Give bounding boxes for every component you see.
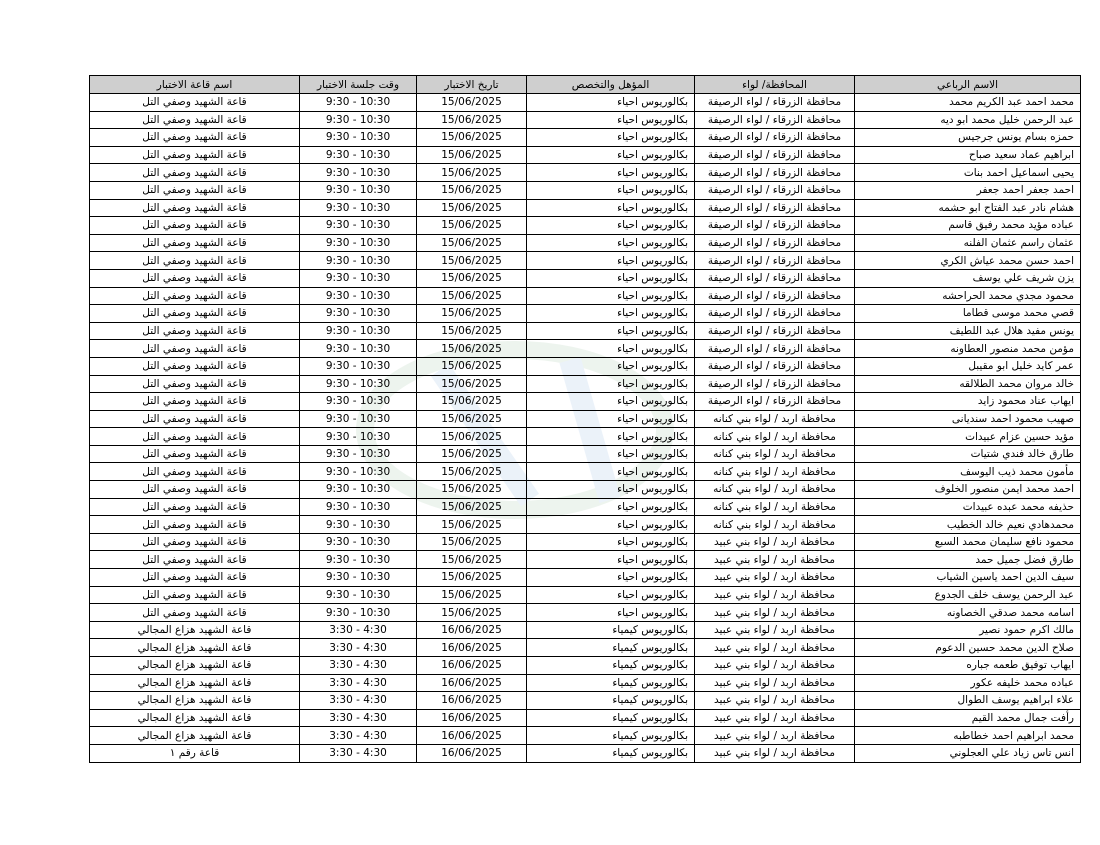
cell-governorate: محافظة اربد / لواء بني عبيد [695, 551, 855, 569]
cell-governorate: محافظة اربد / لواء بني كنانه [695, 428, 855, 446]
cell-hall: قاعة الشهيد وصفي التل [90, 305, 300, 323]
table-row [90, 217, 1081, 235]
cell-time: 9:30 - 10:30 [300, 269, 417, 287]
cell-date: 15/06/2025 [417, 322, 527, 340]
cell-qualification: بكالوريوس احياء [527, 516, 695, 534]
cell-hall: قاعة الشهيد وصفي التل [90, 217, 300, 235]
cell-name: ابراهيم عماد سعيد صباح [855, 146, 1081, 164]
cell-date: 16/06/2025 [417, 674, 527, 692]
cell-time: 3:30 - 4:30 [300, 639, 417, 657]
table-row [90, 445, 1081, 463]
table-row [90, 744, 1081, 762]
cell-date: 15/06/2025 [417, 234, 527, 252]
cell-governorate: محافظة الزرقاء / لواء الرصيفة [695, 375, 855, 393]
cell-name: ايهاب توفيق طعمه جباره [855, 657, 1081, 675]
table-row [90, 516, 1081, 534]
table-row [90, 287, 1081, 305]
cell-governorate: محافظة الزرقاء / لواء الرصيفة [695, 94, 855, 112]
table-row [90, 252, 1081, 270]
table-row [90, 692, 1081, 710]
cell-hall: قاعة الشهيد وصفي التل [90, 199, 300, 217]
cell-date: 15/06/2025 [417, 164, 527, 182]
cell-governorate: محافظة الزرقاء / لواء الرصيفة [695, 217, 855, 235]
cell-governorate: محافظة الزرقاء / لواء الرصيفة [695, 181, 855, 199]
cell-time: 3:30 - 4:30 [300, 674, 417, 692]
cell-time: 9:30 - 10:30 [300, 217, 417, 235]
cell-time: 3:30 - 4:30 [300, 657, 417, 675]
cell-qualification: بكالوريوس احياء [527, 322, 695, 340]
cell-time: 9:30 - 10:30 [300, 428, 417, 446]
cell-time: 9:30 - 10:30 [300, 234, 417, 252]
table-row [90, 551, 1081, 569]
cell-date: 15/06/2025 [417, 129, 527, 147]
cell-date: 15/06/2025 [417, 94, 527, 112]
cell-time: 9:30 - 10:30 [300, 94, 417, 112]
cell-hall: قاعة الشهيد وصفي التل [90, 498, 300, 516]
cell-time: 9:30 - 10:30 [300, 357, 417, 375]
cell-time: 9:30 - 10:30 [300, 463, 417, 481]
cell-time: 3:30 - 4:30 [300, 727, 417, 745]
table-row [90, 604, 1081, 622]
cell-hall: قاعة الشهيد وصفي التل [90, 322, 300, 340]
cell-governorate: محافظة الزرقاء / لواء الرصيفة [695, 322, 855, 340]
cell-hall: قاعة الشهيد وصفي التل [90, 551, 300, 569]
cell-time: 9:30 - 10:30 [300, 551, 417, 569]
cell-governorate: محافظة الزرقاء / لواء الرصيفة [695, 287, 855, 305]
cell-date: 15/06/2025 [417, 481, 527, 499]
table-row [90, 428, 1081, 446]
cell-governorate: محافظة اربد / لواء بني عبيد [695, 604, 855, 622]
cell-governorate: محافظة اربد / لواء بني عبيد [695, 674, 855, 692]
cell-qualification: بكالوريوس احياء [527, 604, 695, 622]
cell-qualification: بكالوريوس احياء [527, 410, 695, 428]
cell-hall: قاعة الشهيد وصفي التل [90, 604, 300, 622]
cell-date: 15/06/2025 [417, 252, 527, 270]
cell-time: 9:30 - 10:30 [300, 445, 417, 463]
cell-qualification: بكالوريوس احياء [527, 533, 695, 551]
cell-name: محمود مجدي محمد الحراحشه [855, 287, 1081, 305]
cell-qualification: بكالوريوس احياء [527, 269, 695, 287]
cell-time: 9:30 - 10:30 [300, 516, 417, 534]
cell-time: 9:30 - 10:30 [300, 498, 417, 516]
table-row [90, 657, 1081, 675]
cell-time: 9:30 - 10:30 [300, 569, 417, 587]
table-header-row [90, 76, 1081, 94]
cell-date: 15/06/2025 [417, 604, 527, 622]
cell-hall: قاعة الشهيد وصفي التل [90, 94, 300, 112]
table-row [90, 375, 1081, 393]
cell-hall: قاعة الشهيد وصفي التل [90, 481, 300, 499]
cell-governorate: محافظة الزرقاء / لواء الرصيفة [695, 252, 855, 270]
cell-name: هشام نادر عبد الفتاح ابو حشمه [855, 199, 1081, 217]
header-qualification: المؤهل والتخصص [527, 76, 695, 94]
cell-date: 15/06/2025 [417, 551, 527, 569]
cell-governorate: محافظة الزرقاء / لواء الرصيفة [695, 234, 855, 252]
cell-hall: قاعة الشهيد هزاع المجالي [90, 621, 300, 639]
cell-governorate: محافظة الزرقاء / لواء الرصيفة [695, 393, 855, 411]
cell-hall: قاعة الشهيد هزاع المجالي [90, 727, 300, 745]
cell-hall: قاعة الشهيد وصفي التل [90, 375, 300, 393]
cell-time: 9:30 - 10:30 [300, 586, 417, 604]
cell-qualification: بكالوريوس كيمياء [527, 727, 695, 745]
cell-time: 9:30 - 10:30 [300, 164, 417, 182]
cell-governorate: محافظة اربد / لواء بني كنانه [695, 463, 855, 481]
table-row [90, 481, 1081, 499]
cell-qualification: بكالوريوس احياء [527, 498, 695, 516]
cell-date: 15/06/2025 [417, 410, 527, 428]
cell-governorate: محافظة اربد / لواء بني كنانه [695, 410, 855, 428]
cell-qualification: بكالوريوس احياء [527, 252, 695, 270]
cell-qualification: بكالوريوس احياء [527, 463, 695, 481]
cell-date: 15/06/2025 [417, 586, 527, 604]
cell-qualification: بكالوريوس احياء [527, 481, 695, 499]
cell-hall: قاعة الشهيد وصفي التل [90, 569, 300, 587]
cell-date: 15/06/2025 [417, 569, 527, 587]
table-row [90, 586, 1081, 604]
cell-qualification: بكالوريوس كيمياء [527, 744, 695, 762]
cell-time: 9:30 - 10:30 [300, 199, 417, 217]
table-row [90, 357, 1081, 375]
cell-name: احمد حسن محمد عياش الكري [855, 252, 1081, 270]
cell-governorate: محافظة اربد / لواء بني عبيد [695, 569, 855, 587]
cell-date: 15/06/2025 [417, 375, 527, 393]
cell-name: مؤمن محمد منصور العطاونه [855, 340, 1081, 358]
cell-hall: قاعة الشهيد وصفي التل [90, 234, 300, 252]
cell-hall: قاعة الشهيد وصفي التل [90, 252, 300, 270]
cell-qualification: بكالوريوس احياء [527, 445, 695, 463]
cell-date: 15/06/2025 [417, 111, 527, 129]
cell-governorate: محافظة اربد / لواء بني عبيد [695, 621, 855, 639]
cell-hall: قاعة الشهيد وصفي التل [90, 516, 300, 534]
cell-hall: قاعة الشهيد وصفي التل [90, 340, 300, 358]
table-row [90, 674, 1081, 692]
cell-name: طارق فضل جميل حمد [855, 551, 1081, 569]
cell-qualification: بكالوريوس احياء [527, 569, 695, 587]
cell-governorate: محافظة اربد / لواء بني عبيد [695, 727, 855, 745]
cell-hall: قاعة الشهيد وصفي التل [90, 533, 300, 551]
cell-date: 15/06/2025 [417, 533, 527, 551]
cell-governorate: محافظة اربد / لواء بني عبيد [695, 692, 855, 710]
cell-hall: قاعة الشهيد هزاع المجالي [90, 657, 300, 675]
cell-time: 9:30 - 10:30 [300, 129, 417, 147]
cell-name: انس تاس زياد علي العجلوني [855, 744, 1081, 762]
header-hall: اسم قاعة الاختبار [90, 76, 300, 94]
cell-hall: قاعة الشهيد وصفي التل [90, 181, 300, 199]
cell-governorate: محافظة اربد / لواء بني عبيد [695, 744, 855, 762]
cell-name: طارق خالد فندي شتيات [855, 445, 1081, 463]
cell-hall: قاعة الشهيد وصفي التل [90, 146, 300, 164]
table-row [90, 305, 1081, 323]
cell-date: 16/06/2025 [417, 709, 527, 727]
cell-qualification: بكالوريوس احياء [527, 305, 695, 323]
cell-name: سيف الدين احمد ياسين الشياب [855, 569, 1081, 587]
cell-qualification: بكالوريوس كيمياء [527, 692, 695, 710]
cell-name: صلاح الدين محمد حسين الدعوم [855, 639, 1081, 657]
cell-time: 9:30 - 10:30 [300, 410, 417, 428]
cell-date: 15/06/2025 [417, 305, 527, 323]
cell-name: يزن شريف علي يوسف [855, 269, 1081, 287]
cell-hall: قاعة الشهيد هزاع المجالي [90, 692, 300, 710]
table-row [90, 94, 1081, 112]
cell-name: صهيب محمود احمد سنديانى [855, 410, 1081, 428]
table-row [90, 639, 1081, 657]
cell-hall: قاعة الشهيد وصفي التل [90, 586, 300, 604]
cell-date: 15/06/2025 [417, 428, 527, 446]
cell-date: 16/06/2025 [417, 727, 527, 745]
cell-name: ايهاب عناد محمود زايد [855, 393, 1081, 411]
cell-governorate: محافظة الزرقاء / لواء الرصيفة [695, 269, 855, 287]
cell-governorate: محافظة اربد / لواء بني كنانه [695, 498, 855, 516]
cell-date: 15/06/2025 [417, 498, 527, 516]
cell-qualification: بكالوريوس احياء [527, 428, 695, 446]
cell-name: محمد احمد عبد الكريم محمد [855, 94, 1081, 112]
table-row [90, 269, 1081, 287]
table-row [90, 340, 1081, 358]
cell-qualification: بكالوريوس كيمياء [527, 639, 695, 657]
table-row [90, 129, 1081, 147]
table-row [90, 199, 1081, 217]
cell-name: يحيى اسماعيل احمد بنات [855, 164, 1081, 182]
cell-name: احمد محمد ايمن منصور الخلوف [855, 481, 1081, 499]
cell-hall: قاعة الشهيد وصفي التل [90, 287, 300, 305]
table-row [90, 621, 1081, 639]
cell-name: حمزه بسام يونس جرجيس [855, 129, 1081, 147]
cell-qualification: بكالوريوس احياء [527, 586, 695, 604]
cell-governorate: محافظة الزرقاء / لواء الرصيفة [695, 164, 855, 182]
cell-governorate: محافظة الزرقاء / لواء الرصيفة [695, 129, 855, 147]
cell-name: اسامه محمد صدقي الخصاونه [855, 604, 1081, 622]
cell-qualification: بكالوريوس احياء [527, 111, 695, 129]
cell-name: علاء ابراهيم يوسف الطوال [855, 692, 1081, 710]
cell-governorate: محافظة الزرقاء / لواء الرصيفة [695, 357, 855, 375]
candidates-table [89, 75, 1081, 763]
cell-qualification: بكالوريوس احياء [527, 199, 695, 217]
cell-time: 9:30 - 10:30 [300, 393, 417, 411]
table-row [90, 164, 1081, 182]
cell-name: محمدهادي نعيم خالد الخطيب [855, 516, 1081, 534]
cell-time: 9:30 - 10:30 [300, 252, 417, 270]
cell-time: 3:30 - 4:30 [300, 621, 417, 639]
cell-date: 15/06/2025 [417, 340, 527, 358]
cell-governorate: محافظة الزرقاء / لواء الرصيفة [695, 146, 855, 164]
table-row [90, 533, 1081, 551]
cell-qualification: بكالوريوس احياء [527, 340, 695, 358]
table-row [90, 322, 1081, 340]
cell-qualification: بكالوريوس كيمياء [527, 657, 695, 675]
cell-hall: قاعة الشهيد وصفي التل [90, 129, 300, 147]
table-row [90, 234, 1081, 252]
cell-date: 15/06/2025 [417, 357, 527, 375]
cell-hall: قاعة الشهيد هزاع المجالي [90, 639, 300, 657]
cell-qualification: بكالوريوس احياء [527, 357, 695, 375]
cell-time: 9:30 - 10:30 [300, 533, 417, 551]
cell-time: 9:30 - 10:30 [300, 181, 417, 199]
cell-time: 3:30 - 4:30 [300, 692, 417, 710]
cell-qualification: بكالوريوس احياء [527, 94, 695, 112]
cell-date: 15/06/2025 [417, 146, 527, 164]
cell-qualification: بكالوريوس كيمياء [527, 709, 695, 727]
cell-date: 15/06/2025 [417, 199, 527, 217]
cell-name: رأفت جمال محمد القيم [855, 709, 1081, 727]
header-date: تاريخ الاختبار [417, 76, 527, 94]
cell-name: خالد مروان محمد الطلالقه [855, 375, 1081, 393]
table-row [90, 111, 1081, 129]
cell-governorate: محافظة الزرقاء / لواء الرصيفة [695, 305, 855, 323]
cell-name: عباده مؤيد محمد رفيق قاسم [855, 217, 1081, 235]
cell-name: حذيفه محمد عبده عبيدات [855, 498, 1081, 516]
table-body [90, 94, 1081, 763]
cell-qualification: بكالوريوس احياء [527, 375, 695, 393]
cell-time: 3:30 - 4:30 [300, 709, 417, 727]
cell-governorate: محافظة الزرقاء / لواء الرصيفة [695, 199, 855, 217]
cell-date: 15/06/2025 [417, 217, 527, 235]
cell-qualification: بكالوريوس احياء [527, 164, 695, 182]
cell-time: 9:30 - 10:30 [300, 340, 417, 358]
cell-name: عثمان راسم عثمان الفلنه [855, 234, 1081, 252]
cell-date: 16/06/2025 [417, 621, 527, 639]
cell-time: 9:30 - 10:30 [300, 375, 417, 393]
cell-date: 15/06/2025 [417, 287, 527, 305]
cell-hall: قاعة الشهيد وصفي التل [90, 428, 300, 446]
cell-name: مالك اكرم حمود نصير [855, 621, 1081, 639]
cell-date: 16/06/2025 [417, 657, 527, 675]
cell-governorate: محافظة اربد / لواء بني عبيد [695, 533, 855, 551]
cell-date: 15/06/2025 [417, 393, 527, 411]
cell-qualification: بكالوريوس احياء [527, 393, 695, 411]
cell-date: 16/06/2025 [417, 692, 527, 710]
cell-date: 15/06/2025 [417, 445, 527, 463]
cell-governorate: محافظة اربد / لواء بني كنانه [695, 445, 855, 463]
cell-qualification: بكالوريوس احياء [527, 146, 695, 164]
cell-time: 9:30 - 10:30 [300, 322, 417, 340]
header-name: الاسم الرباعي [855, 76, 1081, 94]
cell-name: مؤيد حسين عزام عبيدات [855, 428, 1081, 446]
cell-hall: قاعة الشهيد وصفي التل [90, 463, 300, 481]
cell-time: 9:30 - 10:30 [300, 111, 417, 129]
table-row [90, 181, 1081, 199]
cell-date: 15/06/2025 [417, 463, 527, 481]
cell-time: 3:30 - 4:30 [300, 744, 417, 762]
cell-hall: قاعة الشهيد هزاع المجالي [90, 674, 300, 692]
cell-qualification: بكالوريوس كيمياء [527, 621, 695, 639]
table-row [90, 498, 1081, 516]
cell-name: عبد الرحمن يوسف خلف الجدوع [855, 586, 1081, 604]
cell-name: عبد الرحمن خليل محمد ابو ديه [855, 111, 1081, 129]
cell-hall: قاعة الشهيد وصفي التل [90, 445, 300, 463]
cell-name: محمود نافع سليمان محمد السبع [855, 533, 1081, 551]
cell-qualification: بكالوريوس احياء [527, 287, 695, 305]
cell-date: 16/06/2025 [417, 639, 527, 657]
cell-governorate: محافظة الزرقاء / لواء الرصيفة [695, 111, 855, 129]
cell-qualification: بكالوريوس احياء [527, 217, 695, 235]
cell-name: محمد ابراهيم احمد خطاطبه [855, 727, 1081, 745]
header-time: وقت جلسة الاختبار [300, 76, 417, 94]
cell-date: 16/06/2025 [417, 744, 527, 762]
cell-hall: قاعة الشهيد هزاع المجالي [90, 709, 300, 727]
table-row [90, 569, 1081, 587]
cell-hall: قاعة الشهيد وصفي التل [90, 111, 300, 129]
table-row [90, 410, 1081, 428]
cell-time: 9:30 - 10:30 [300, 146, 417, 164]
header-governorate: المحافظة/ لواء [695, 76, 855, 94]
table-row [90, 463, 1081, 481]
cell-date: 15/06/2025 [417, 181, 527, 199]
cell-name: يونس مفيد هلال عبد اللطيف [855, 322, 1081, 340]
exam-schedule-sheet [89, 75, 1080, 763]
cell-hall: قاعة الشهيد وصفي التل [90, 357, 300, 375]
cell-qualification: بكالوريوس احياء [527, 551, 695, 569]
cell-qualification: بكالوريوس كيمياء [527, 674, 695, 692]
cell-time: 9:30 - 10:30 [300, 481, 417, 499]
cell-governorate: محافظة اربد / لواء بني عبيد [695, 586, 855, 604]
cell-name: عباده محمد خليفه عكور [855, 674, 1081, 692]
cell-qualification: بكالوريوس احياء [527, 234, 695, 252]
cell-qualification: بكالوريوس احياء [527, 181, 695, 199]
table-row [90, 709, 1081, 727]
cell-governorate: محافظة اربد / لواء بني كنانه [695, 481, 855, 499]
cell-time: 9:30 - 10:30 [300, 305, 417, 323]
cell-governorate: محافظة الزرقاء / لواء الرصيفة [695, 340, 855, 358]
cell-qualification: بكالوريوس احياء [527, 129, 695, 147]
cell-date: 15/06/2025 [417, 269, 527, 287]
table-row [90, 727, 1081, 745]
cell-name: قصي محمد موسى قطاما [855, 305, 1081, 323]
cell-governorate: محافظة اربد / لواء بني عبيد [695, 639, 855, 657]
cell-name: عمر كايد خليل ابو مقيبل [855, 357, 1081, 375]
cell-hall: قاعة الشهيد وصفي التل [90, 393, 300, 411]
table-row [90, 146, 1081, 164]
cell-governorate: محافظة اربد / لواء بني عبيد [695, 657, 855, 675]
cell-governorate: محافظة اربد / لواء بني عبيد [695, 709, 855, 727]
table-row [90, 393, 1081, 411]
cell-date: 15/06/2025 [417, 516, 527, 534]
cell-governorate: محافظة اربد / لواء بني كنانه [695, 516, 855, 534]
cell-hall: قاعة رقم ١ [90, 744, 300, 762]
cell-time: 9:30 - 10:30 [300, 287, 417, 305]
cell-hall: قاعة الشهيد وصفي التل [90, 410, 300, 428]
cell-time: 9:30 - 10:30 [300, 604, 417, 622]
cell-hall: قاعة الشهيد وصفي التل [90, 269, 300, 287]
cell-name: احمد جعفر احمد جعفر [855, 181, 1081, 199]
cell-name: مأمون محمد ذيب اليوسف [855, 463, 1081, 481]
cell-hall: قاعة الشهيد وصفي التل [90, 164, 300, 182]
